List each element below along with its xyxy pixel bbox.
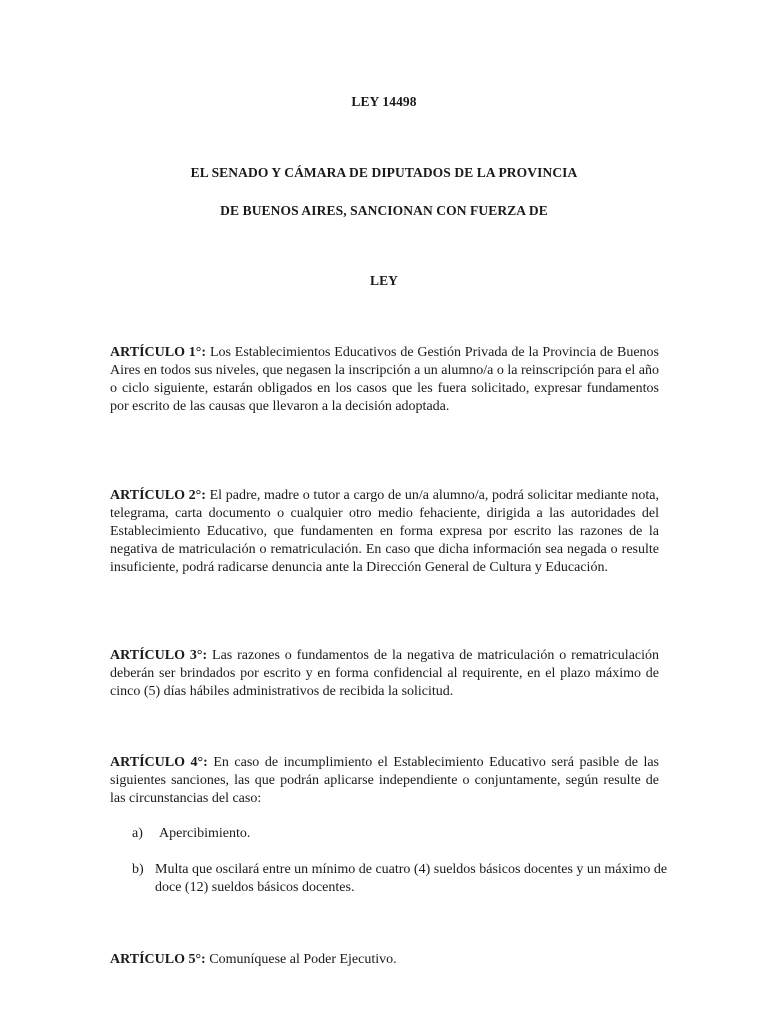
law-title: LEY 14498	[351, 94, 417, 109]
list-item-a	[132, 825, 679, 843]
article-5	[110, 951, 659, 969]
article-1	[110, 344, 659, 416]
article-1-text: Los Establecimientos Educativos de Gestión Privada de la Provincia de Buenos Aires en todos sus niveles, que negasen la inscripción a un alumno/a o la reinscripción para el año o ciclo siguiente, estarán obligados en los casos que les fuera solicitado, expresar fundamentos por escrito de las causas que llevaron a la decisión adoptada.	[110, 345, 659, 414]
article-4-text: En caso de incumplimiento el Establecimiento Educativo será pasible de las siguientes sanciones, las que podrán aplicarse independiente o conjuntamente, según resulte de las circunstancias del caso:	[110, 755, 660, 806]
article-3-label: ARTÍCULO 3°:	[110, 648, 208, 663]
list-item-b	[132, 861, 685, 897]
article-1-label: ARTÍCULO 1°:	[110, 345, 207, 360]
list-item-a-text: Apercibimiento.	[159, 826, 251, 841]
article-2-text: El padre, madre o tutor a cargo de un/a alumno/a, podrá solicitar mediante nota, telegrama, carta documento o cualquier otro medio fehaciente, dirigida a las autoridades del Establecimiento Educativo, que fundamenten en forma expresa por escrito las razones de la negativa de matriculación o rematriculación. En caso que dicha información sea negada o resulte insuficiente, podrá radicarse denuncia ante la Dirección General de Cultura y Educación.	[110, 488, 659, 575]
article-2	[110, 487, 659, 577]
article-4-label: ARTÍCULO 4°:	[110, 755, 208, 770]
list-item-a-label: a)	[132, 826, 143, 841]
article-3-text: Las razones o fundamentos de la negativa de matriculación o rematriculación deberán ser brindados por escrito y en forma confidencial al requirente, en el plazo máximo de cinco (5) días hábiles administrativos de recibida la solicitud.	[110, 648, 660, 699]
ley-heading: LEY	[369, 273, 399, 288]
article-3	[110, 647, 659, 701]
article-5-label: ARTÍCULO 5°:	[110, 952, 206, 967]
article-2-label: ARTÍCULO 2°:	[110, 488, 206, 503]
preamble-line-1: EL SENADO Y CÁMARA DE DIPUTADOS DE LA PROVINCIA	[190, 165, 578, 180]
article-4	[110, 754, 659, 808]
list-item-b-text: Multa que oscilará entre un mínimo de cuatro (4) sueldos básicos docentes y un máximo de doce (12) sueldos básicos docentes.	[155, 862, 668, 895]
preamble-line-2: DE BUENOS AIRES, SANCIONAN CON FUERZA DE	[220, 203, 548, 218]
article-5-text: Comuníquese al Poder Ejecutivo.	[209, 952, 397, 967]
list-item-b-label: b)	[132, 862, 144, 877]
